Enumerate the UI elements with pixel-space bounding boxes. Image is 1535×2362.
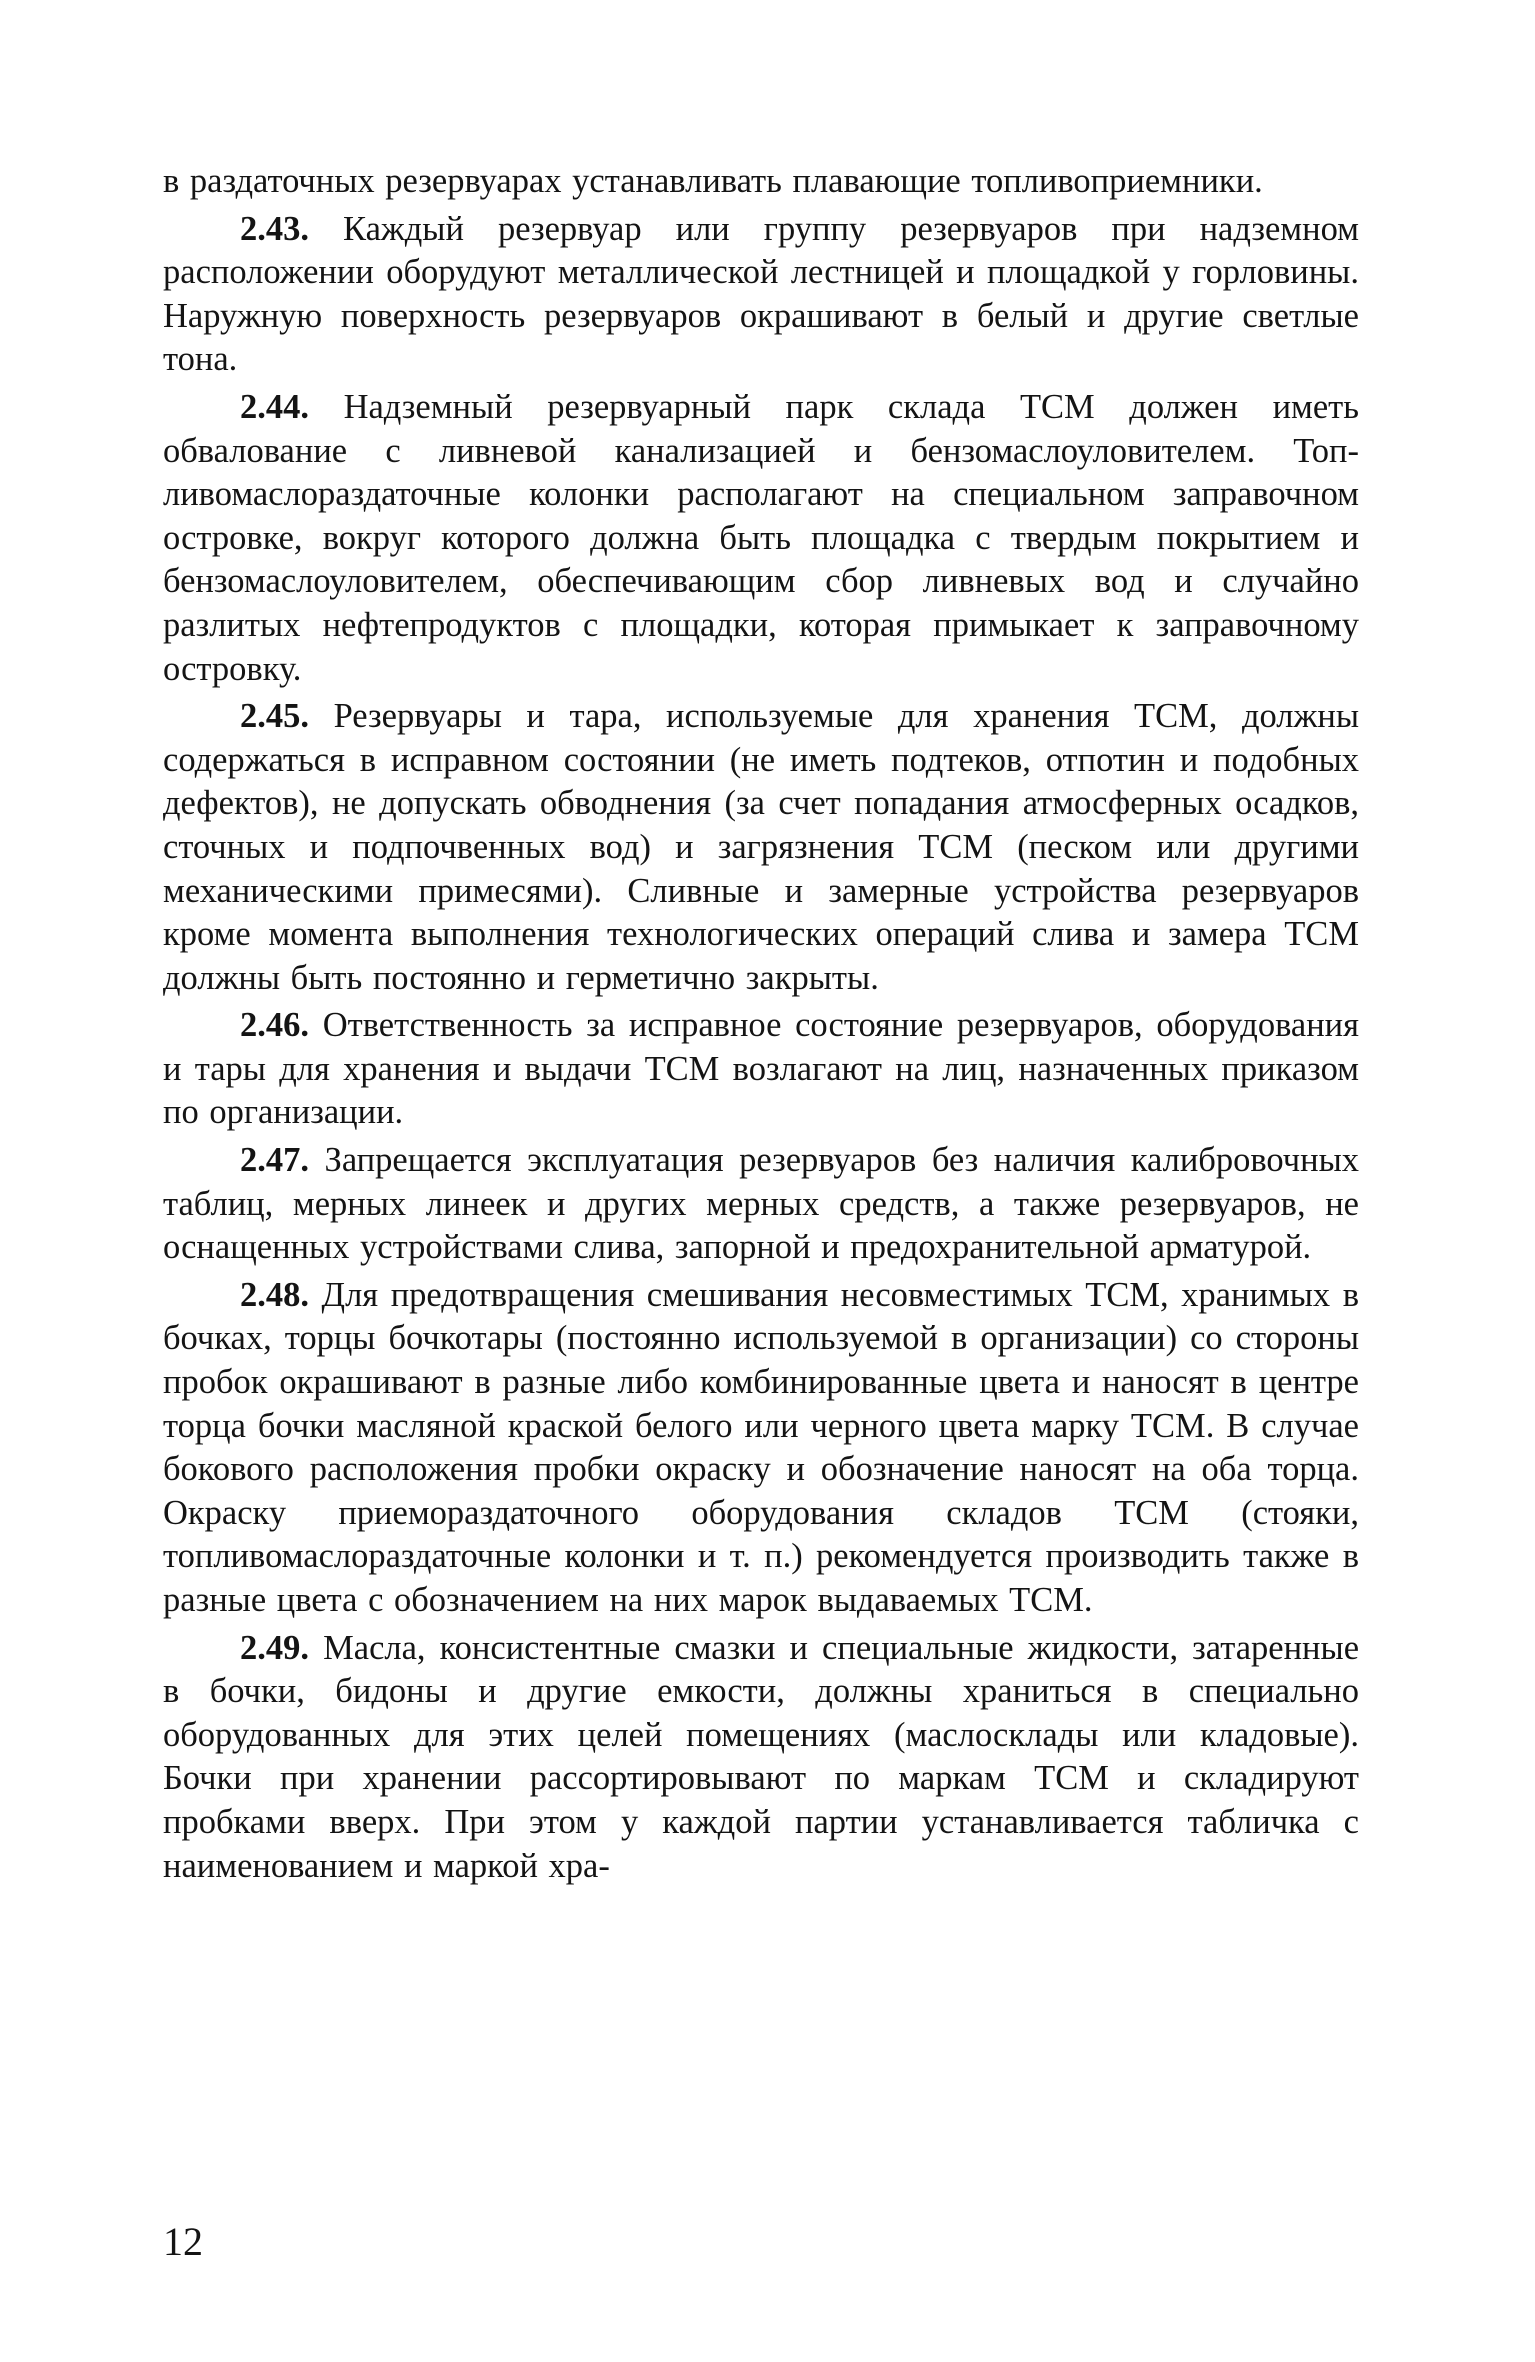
- page-number: 12: [163, 2219, 203, 2264]
- paragraph-2-49: [163, 1627, 1359, 1889]
- paragraph-text: Ответственность за исправное состояние резервуаров, оборудования и тары для хранения и выдачи ТСМ возлагают на лиц, назначенных приказом по организации.: [163, 1006, 1360, 1132]
- paragraph-2-48: [163, 1274, 1359, 1623]
- paragraph-text: Надземный резервуарный парк склада ТСМ должен иметь обвалование с ливневой канализацией и бензомаслоуловителем. Топливомаслораздаточные колонки располагают на специальном заправочном островке, вокруг которого должна быть площадка с твердым покрытием и бензомаслоуловителем, обеспечивающим сбор ливневых вод и случайно разлитых нефтепродуктов с площадки, которая примыкает к заправочному островку.: [163, 387, 1359, 688]
- paragraph-2-44: [163, 386, 1359, 691]
- paragraph-2-46: [163, 1004, 1359, 1135]
- paragraph-text: в раздаточных резервуарах устанавливать плавающие топливоприемники.: [163, 162, 1263, 200]
- paragraph-text: Запрещается эксплуатация резервуаров без наличия калибровочных таблиц, мерных линеек и других мерных средств, а также резервуаров, не оснащенных устройствами слива, запорной и предохранительной арматурой.: [163, 1141, 1360, 1267]
- paragraph-text: Каждый резервуар или группу резервуаров при надземном расположении оборудуют металлической лестницей и площадкой у горловины. Наружную поверхность резервуаров окрашивают в белый и другие светлые тона.: [163, 209, 1360, 379]
- paragraph-2-45: [163, 695, 1359, 1000]
- page-body: [163, 160, 1359, 1888]
- paragraph-number: 2.44.: [240, 387, 309, 426]
- paragraph-text: Резервуары и тара, используемые для хранения ТСМ, должны содержаться в исправном состоянии (не иметь подтеков, отпотин и подобных дефектов), не допускать обводнения (за счет попадания атмосферных осадков, сточных и подпочвенных вод) и загрязнения ТСМ (песком или другими механическими примесями). Сливные и замерные устройства резервуаров кроме момента выполнения технологических операций слива и замера ТСМ должны быть постоянно и герметично закрыты.: [163, 697, 1359, 997]
- paragraph-number: 2.43.: [240, 209, 309, 248]
- paragraph-continuation: [163, 160, 1359, 204]
- paragraph-number: 2.49.: [240, 1628, 309, 1667]
- paragraph-2-47: [163, 1139, 1359, 1270]
- paragraph-number: 2.47.: [240, 1141, 309, 1180]
- paragraph-number: 2.45.: [240, 697, 309, 736]
- paragraph-2-43: [163, 208, 1359, 382]
- paragraph-number: 2.46.: [240, 1006, 309, 1045]
- paragraph-text: Масла, консистентные смазки и специальные жидкости, затаренные в бочки, бидоны и другие емкости, должны храниться в специально оборудованных для этих целей помещениях (маслосклады или кладовые). Бочки при хранении рассортировывают по маркам ТСМ и складируют пробками вверх. При этом у каждой партии устанавливается табличка с наименованием и маркой хра-: [163, 1628, 1360, 1885]
- paragraph-number: 2.48.: [240, 1275, 309, 1314]
- paragraph-text: Для предотвращения смешивания несовместимых ТСМ, хранимых в бочках, торцы бочкотары (постоянно используемой в организации) со стороны пробок окрашивают в разные либо комбинированные цвета и наносят в центре торца бочки масляной краской белого или черного цвета марку ТСМ. В случае бокового расположения пробки окраску и обозначение наносят на оба торца. Окраску приемораздаточного оборудования складов ТСМ (стояки, топливомаслораздаточные колонки и т. п.) рекомендуется производить также в разные цвета с обозначением на них марок выдаваемых ТСМ.: [163, 1275, 1360, 1619]
